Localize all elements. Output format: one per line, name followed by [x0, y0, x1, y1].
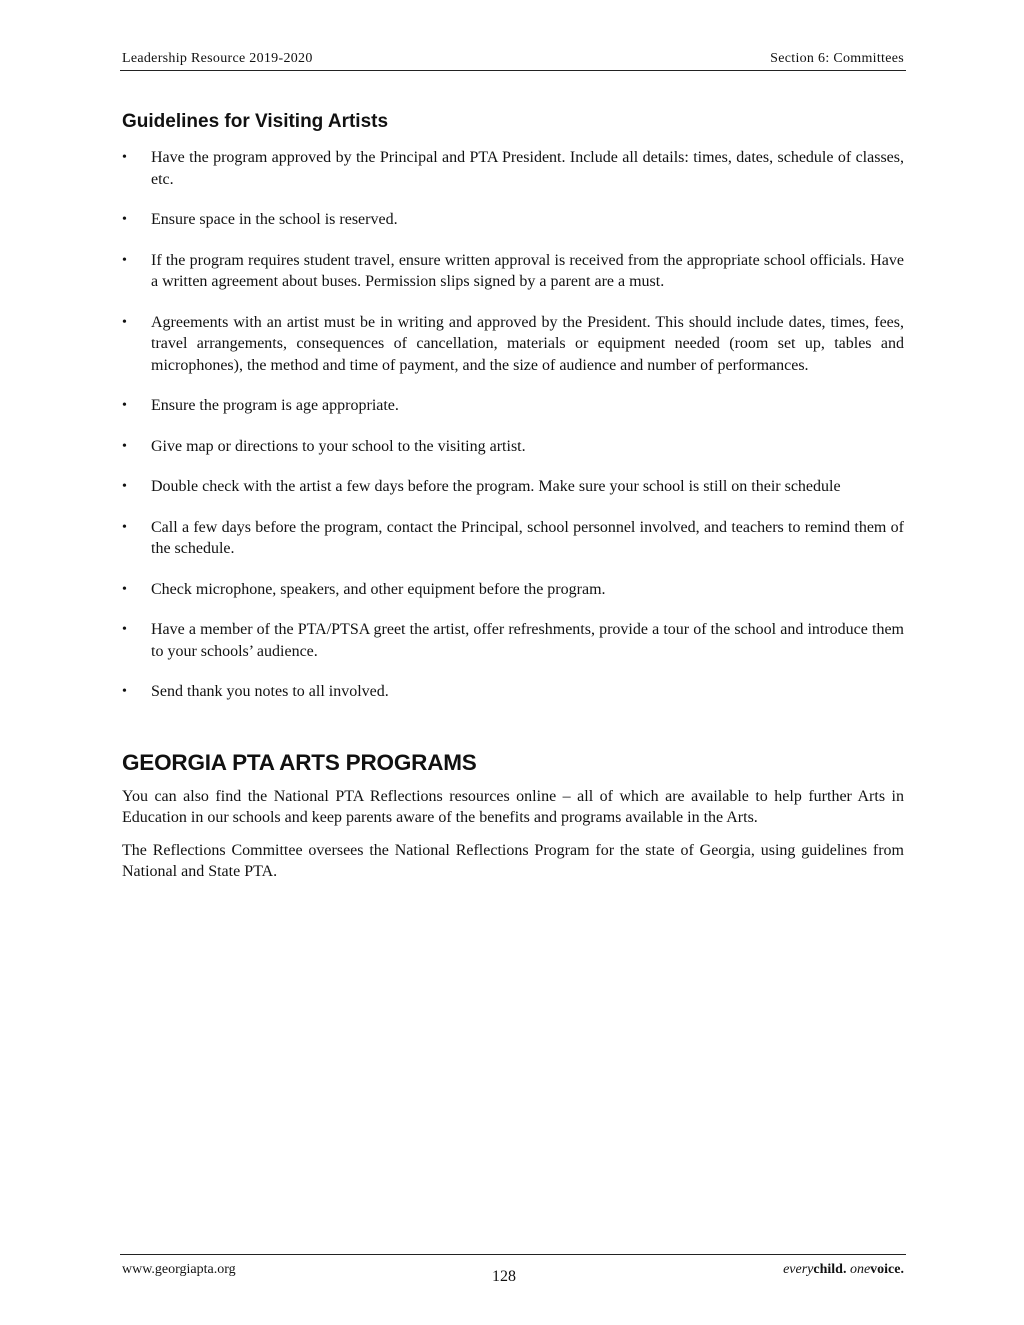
list-item-text: Ensure space in the school is reserved. [151, 211, 398, 228]
footer-website-link[interactable]: www.georgiapta.org [122, 1262, 236, 1277]
bullet-icon: • [122, 519, 127, 535]
bullet-icon: • [122, 438, 127, 454]
list-item-text: Have the program approved by the Principal and PTA President. Include all details: times, dates, schedule of classes, etc. [151, 149, 904, 188]
arts-paragraph: The Reflections Committee oversees the National Reflections Program for the state of Georgia, using guidelines from National and State PTA. [122, 841, 904, 880]
arts-programs-heading: GEORGIA PTA ARTS PROGRAMS [122, 749, 477, 775]
tagline-one: one [849, 1262, 871, 1277]
tagline-child: child. [813, 1262, 847, 1277]
list-item [122, 395, 904, 417]
guidelines-heading: Guidelines for Visiting Artists [122, 111, 389, 132]
arts-paragraph: You can also find the National PTA Reflections resources online – all of which are available to help further Arts in Education in our schools and keep parents aware of the benefits and programs available in the Arts. [122, 787, 904, 826]
bullet-icon: • [122, 479, 127, 494]
guidelines-list [122, 147, 904, 703]
page-header [120, 50, 906, 71]
header-document-title: Leadership Resource 2019-2020 [122, 51, 313, 66]
bullet-icon: • [122, 398, 127, 413]
bullet-icon: • [122, 622, 127, 637]
bullet-icon: • [122, 314, 127, 330]
footer-tagline [783, 1262, 904, 1278]
bullet-icon: • [122, 581, 127, 597]
list-item-text: Send thank you notes to all involved. [151, 683, 389, 700]
list-item [122, 147, 904, 190]
header-section-title: Section 6: Committees [770, 51, 904, 66]
list-item-text: Agreements with an artist must be in writing and approved by the President. This should include dates, times, fees, travel arrangements, consequences of cancellation, materials or equipment needed (room set up, tables and microphones), the method and time of payment, and the size of audience and number of performances. [151, 313, 904, 374]
page-footer [120, 1254, 906, 1295]
list-item [122, 619, 904, 662]
list-item-text: If the program requires student travel, ensure written approval is received from the appropriate school officials. Have a written agreement about buses. Permission slips signed by a parent are a must. [151, 251, 904, 290]
bullet-icon: • [122, 252, 127, 268]
list-item [122, 436, 904, 458]
list-item-text: Give map or directions to your school to the visiting artist. [151, 437, 526, 455]
list-item [122, 476, 904, 498]
list-item [122, 681, 904, 703]
list-item [122, 517, 904, 560]
list-item [122, 579, 904, 601]
page-content [122, 110, 904, 894]
tagline-voice: voice. [870, 1262, 904, 1277]
bullet-icon: • [122, 684, 127, 699]
list-item-text: Call a few days before the program, contact the Principal, school personnel involved, and teachers to remind them of the schedule. [151, 518, 904, 557]
list-item [122, 250, 904, 293]
page-number: 128 [492, 1268, 516, 1285]
list-item [122, 209, 904, 231]
bullet-icon: • [122, 150, 127, 165]
list-item-text: Check microphone, speakers, and other equipment before the program. [151, 580, 606, 598]
tagline-every: every [783, 1262, 814, 1277]
list-item [122, 312, 904, 377]
list-item-text: Ensure the program is age appropriate. [151, 397, 399, 414]
list-item-text: Have a member of the PTA/PTSA greet the artist, offer refreshments, provide a tour of the school and introduce them to your schools’ audience. [151, 621, 904, 660]
list-item-text: Double check with the artist a few days before the program. Make sure your school is still on their schedule [151, 478, 841, 495]
bullet-icon: • [122, 212, 127, 227]
